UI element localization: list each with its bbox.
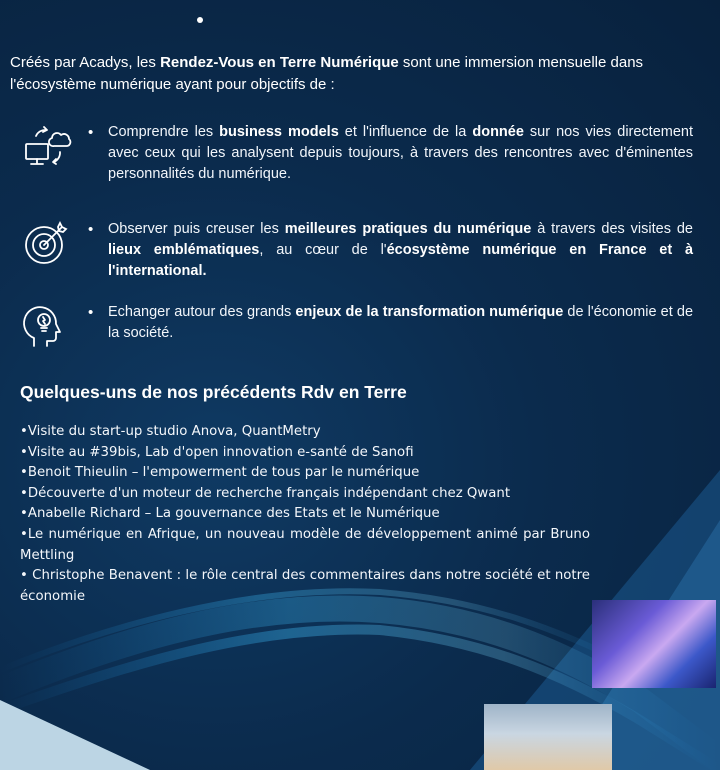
list-item: •Visite du start-up studio Anova, QuantMetry (20, 424, 321, 439)
intro-prefix: Créés par Acadys, les (10, 54, 161, 71)
head-lightbulb-icon (22, 302, 72, 352)
list-item: •Le numérique en Afrique, un nouveau modèle de développement animé par Bruno Mettling (20, 526, 590, 563)
target-icon (22, 219, 72, 269)
text-part: Echanger autour des grands (108, 304, 296, 320)
intro-suffix: sont une immersion mensuelle dans l'écosystème numérique ayant pour objectifs de : (10, 54, 644, 93)
text-part: , au cœur de l' (259, 242, 387, 258)
text-part-bold: écosystème numérique en France et à l'international. (108, 242, 694, 279)
text-part: Observer puis creuser les (108, 221, 285, 237)
previous-rdv-list (20, 422, 590, 607)
list-item: •Benoit Thieulin – l'empowerment de tous par le numérique (20, 465, 420, 481)
bullet: • (88, 124, 94, 141)
text-part: de l'économie et de la société. (108, 304, 694, 341)
bullet: • (88, 304, 94, 321)
text-part-bold: business models (219, 124, 339, 140)
text-part: à travers des visites de (531, 221, 693, 237)
list-item: •Visite au #39bis, Lab d'open innovation e-santé de Sanofi (20, 444, 414, 460)
text-part-bold: donnée (472, 124, 524, 140)
text-part-bold: meilleures pratiques du numérique (284, 221, 532, 237)
objective-text (108, 219, 693, 282)
text-part-bold: lieux emblématiques (108, 242, 260, 258)
hand-birds-photo (484, 704, 612, 770)
intro-brand: Rendez-Vous en Terre Numérique (160, 54, 399, 71)
text-part: et l'influence de la (338, 124, 473, 140)
text-part: Comprendre les (108, 124, 220, 140)
finance-chart-photo (592, 600, 716, 688)
objective-text (108, 122, 693, 185)
list-item: •Découverte d'un moteur de recherche français indépendant chez Qwant (20, 485, 511, 501)
cloud-computer-icon (22, 122, 72, 172)
previous-rdv-title: Quelques-uns de nos précédents Rdv en Terre (20, 382, 407, 402)
objective-text (108, 302, 693, 344)
list-item: •Anabelle Richard – La gouvernance des Etats et le Numérique (20, 506, 440, 522)
text-part: sur nos vies directement avec ceux qui les analysent depuis toujours, à travers des rencontres avec d'éminentes personnalités du numérique. (108, 124, 694, 182)
text-part-bold: enjeux de la transformation numérique (295, 304, 564, 320)
list-item: • Christophe Benavent : le rôle central des commentaires dans notre société et notre économie (20, 568, 590, 604)
bullet: • (88, 221, 94, 238)
intro-paragraph (10, 52, 712, 96)
